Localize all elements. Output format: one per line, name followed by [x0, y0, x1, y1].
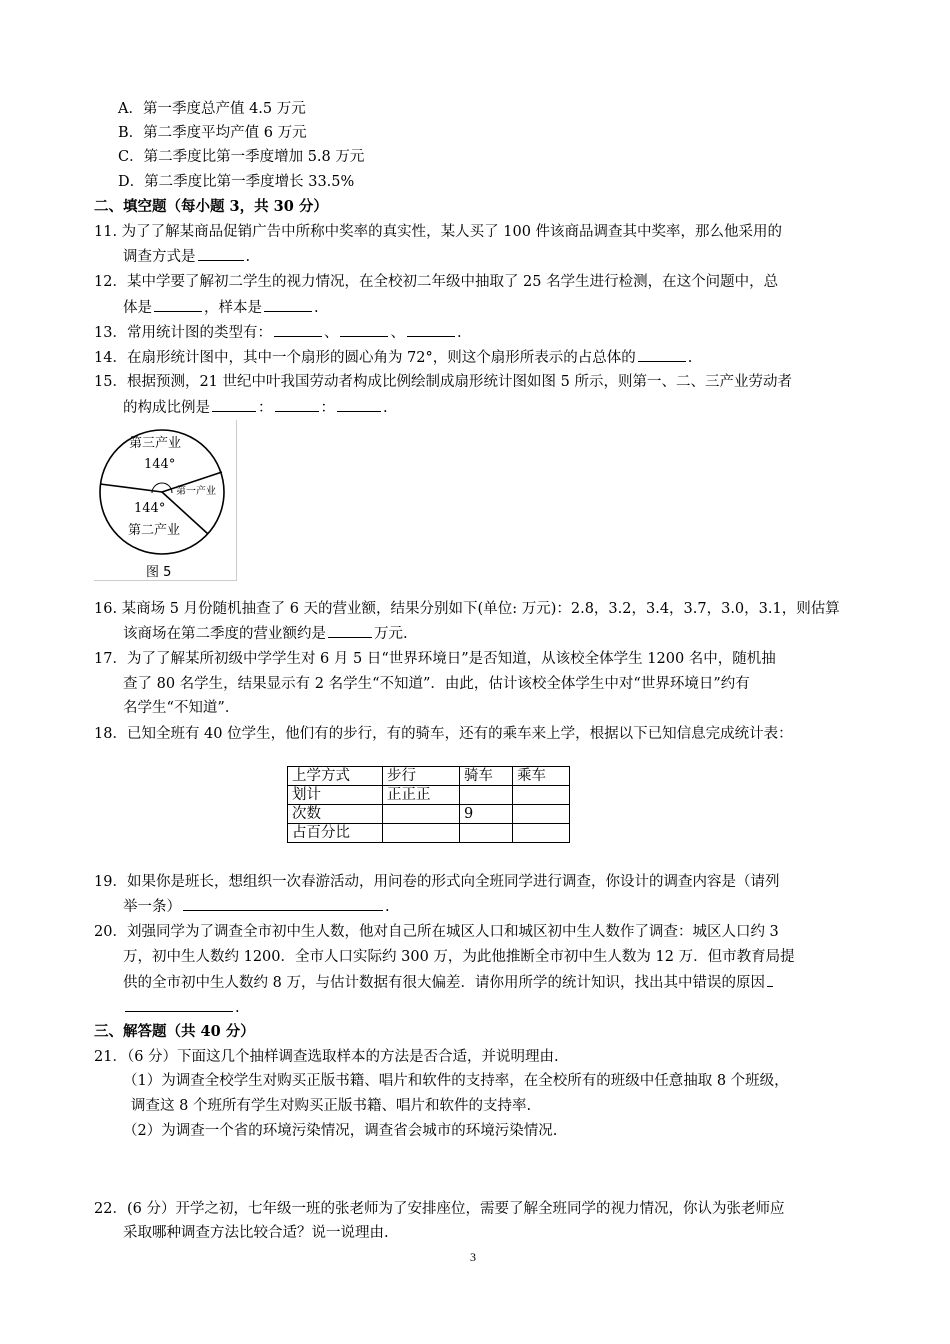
- answer-blank[interactable]: [212, 396, 256, 412]
- sector-1-label: 第一产业: [176, 486, 216, 497]
- q18-line1: 18．已知全班有 40 位学生，他们有的步行，有的骑车，还有的乘车来上学，根据以下已知信息完成统计表：: [94, 726, 793, 742]
- table-cell[interactable]: [513, 824, 570, 843]
- section-2-heading: 二、填空题（每小题 3，共 30 分）: [94, 198, 328, 215]
- q17-line1: 17．为了了解某所初级中学学生对 6 月 5 日“世界环境日”是否知道，从该校全体学生 1200 名中，随机抽: [94, 651, 776, 667]
- option-d: D．第二季度比第一季度增长 33.5%: [118, 174, 355, 190]
- answer-blank[interactable]: [264, 296, 312, 312]
- q15-line1: 15．根据预测，21 世纪中叶我国劳动者构成比例绘制成扇形统计图如图 5 所示，则第一、二、三产业劳动者: [94, 374, 792, 390]
- q21-line1: 21．（6 分）下面这几个抽样调查选取样本的方法是否合适，并说明理由.: [94, 1049, 559, 1065]
- option-a: A．第一季度总产值 4.5 万元: [118, 101, 306, 117]
- q17-line2: 查了 80 名学生，结果显示有 2 名学生“不知道”．由此，估计该校全体学生中对“世界环境日”约有: [123, 676, 750, 692]
- table-cell[interactable]: [513, 805, 570, 824]
- figure-5: [94, 420, 237, 581]
- q22-line1: 22．(6 分）开学之初，七年级一班的张老师为了安排座位，需要了解全班同学的视力情况，你认为张老师应: [94, 1201, 785, 1217]
- q20-line1: 20．刘强同学为了调查全市初中生人数，他对自己所在城区人口和城区初中生人数作了调查：城区人口约 3: [94, 924, 779, 940]
- answer-blank[interactable]: [638, 346, 686, 362]
- answer-blank[interactable]: [767, 971, 773, 987]
- table-cell: 占百分比: [288, 824, 383, 843]
- answer-blank[interactable]: [337, 396, 381, 412]
- q17-line3: 名学生“不知道”．: [123, 700, 240, 716]
- q21-part2: （2）为调查一个省的环境污染情况，调查省会城市的环境污染情况.: [123, 1123, 558, 1139]
- table-cell: 乘车: [513, 767, 570, 786]
- q14-line: 14．在扇形统计图中，其中一个扇形的圆心角为 72°，则这个扇形所表示的占总体的 .: [94, 346, 692, 369]
- table-cell: 步行: [383, 767, 460, 786]
- table-cell[interactable]: [460, 824, 513, 843]
- q12-line1: 12．某中学要了解初二学生的视力情况，在全校初二年级中抽取了 25 名学生进行检测，在这个问题中，总: [94, 274, 779, 290]
- table-cell: 正正正: [383, 786, 460, 805]
- table-row: [288, 767, 570, 786]
- sector-3-angle: 144°: [144, 457, 176, 472]
- table-cell: 划计: [288, 786, 383, 805]
- table-cell[interactable]: [383, 824, 460, 843]
- table-cell: 上学方式: [288, 767, 383, 786]
- q11-line1: 11. 为了了解某商品促销广告中所称中奖率的真实性，某人买了 100 件该商品调查其中奖率，那么他采用的: [94, 224, 783, 240]
- q19-line1: 19．如果你是班长，想组织一次春游活动，用问卷的形式向全班同学进行调查，你设计的调查内容是（请列: [94, 874, 780, 890]
- q21-part1-line1: （1）为调查全校学生对购买正版书籍、唱片和软件的支持率，在全校所有的班级中任意抽取 8 个班级，: [123, 1073, 789, 1089]
- sector-3-label: 第三产业: [129, 436, 182, 451]
- q20-line4: .: [123, 996, 240, 1019]
- q12-line2: 体是 ，样本是 .: [123, 296, 319, 319]
- section-3-heading: 三、解答题（共 40 分）: [94, 1023, 255, 1040]
- table-cell[interactable]: [513, 786, 570, 805]
- table-cell: 骑车: [460, 767, 513, 786]
- option-b: B．第二季度平均产值 6 万元: [118, 125, 307, 141]
- q13-line: 13．常用统计图的类型有： 、 、 .: [94, 321, 462, 344]
- answer-blank[interactable]: [125, 996, 233, 1012]
- answer-blank[interactable]: [328, 622, 372, 638]
- q15-line2: 的构成比例是 ： ： .: [123, 396, 388, 419]
- answer-blank[interactable]: [198, 245, 244, 261]
- table-row: [288, 805, 570, 824]
- table-row: [288, 786, 570, 805]
- answer-blank[interactable]: [154, 296, 202, 312]
- sector-2-angle: 144°: [134, 501, 166, 516]
- q16-line1: 16. 某商场 5 月份随机抽查了 6 天的营业额，结果分别如下(单位: 万元)：2.8，3.2，3.4，3.7，3.0，3.1，则估算: [94, 601, 840, 617]
- page-number: 3: [470, 1250, 476, 1264]
- q11-line2: 调查方式是 .: [123, 245, 250, 268]
- table-cell[interactable]: [383, 805, 460, 824]
- answer-blank[interactable]: [274, 321, 322, 337]
- figure-caption: 图 5: [146, 565, 172, 580]
- q21-part1-line2: 调查这 8 个班所有学生对购买正版书籍、唱片和软件的支持率.: [131, 1098, 532, 1114]
- table-cell: 9: [460, 805, 513, 824]
- table-row: [288, 824, 570, 843]
- answer-blank[interactable]: [275, 396, 319, 412]
- q22-line2: 采取哪种调查方法比较合适？说一说理由.: [123, 1225, 389, 1241]
- pie-diagram: [94, 420, 236, 580]
- option-c: C．第二季度比第一季度增加 5.8 万元: [118, 149, 365, 165]
- q20-line2: 万，初中生人数约 1200．全市人口实际约 300 万，为此他推断全市初中生人数为 12 万．但市教育局提: [123, 949, 795, 965]
- answer-blank[interactable]: [183, 895, 383, 911]
- q16-line2: 该商场在第二季度的营业额约是 万元.: [123, 622, 408, 645]
- table-cell[interactable]: [460, 786, 513, 805]
- answer-blank[interactable]: [340, 321, 388, 337]
- q20-line3: 供的全市初中生人数约 8 万，与估计数据有很大偏差．请你用所学的统计知识，找出其中错误的原因: [123, 971, 775, 994]
- answer-blank[interactable]: [407, 321, 455, 337]
- q19-line2: 举一条） .: [123, 895, 390, 918]
- table-cell: 次数: [288, 805, 383, 824]
- commute-stat-table: [287, 766, 570, 843]
- sector-2-label: 第二产业: [128, 523, 181, 538]
